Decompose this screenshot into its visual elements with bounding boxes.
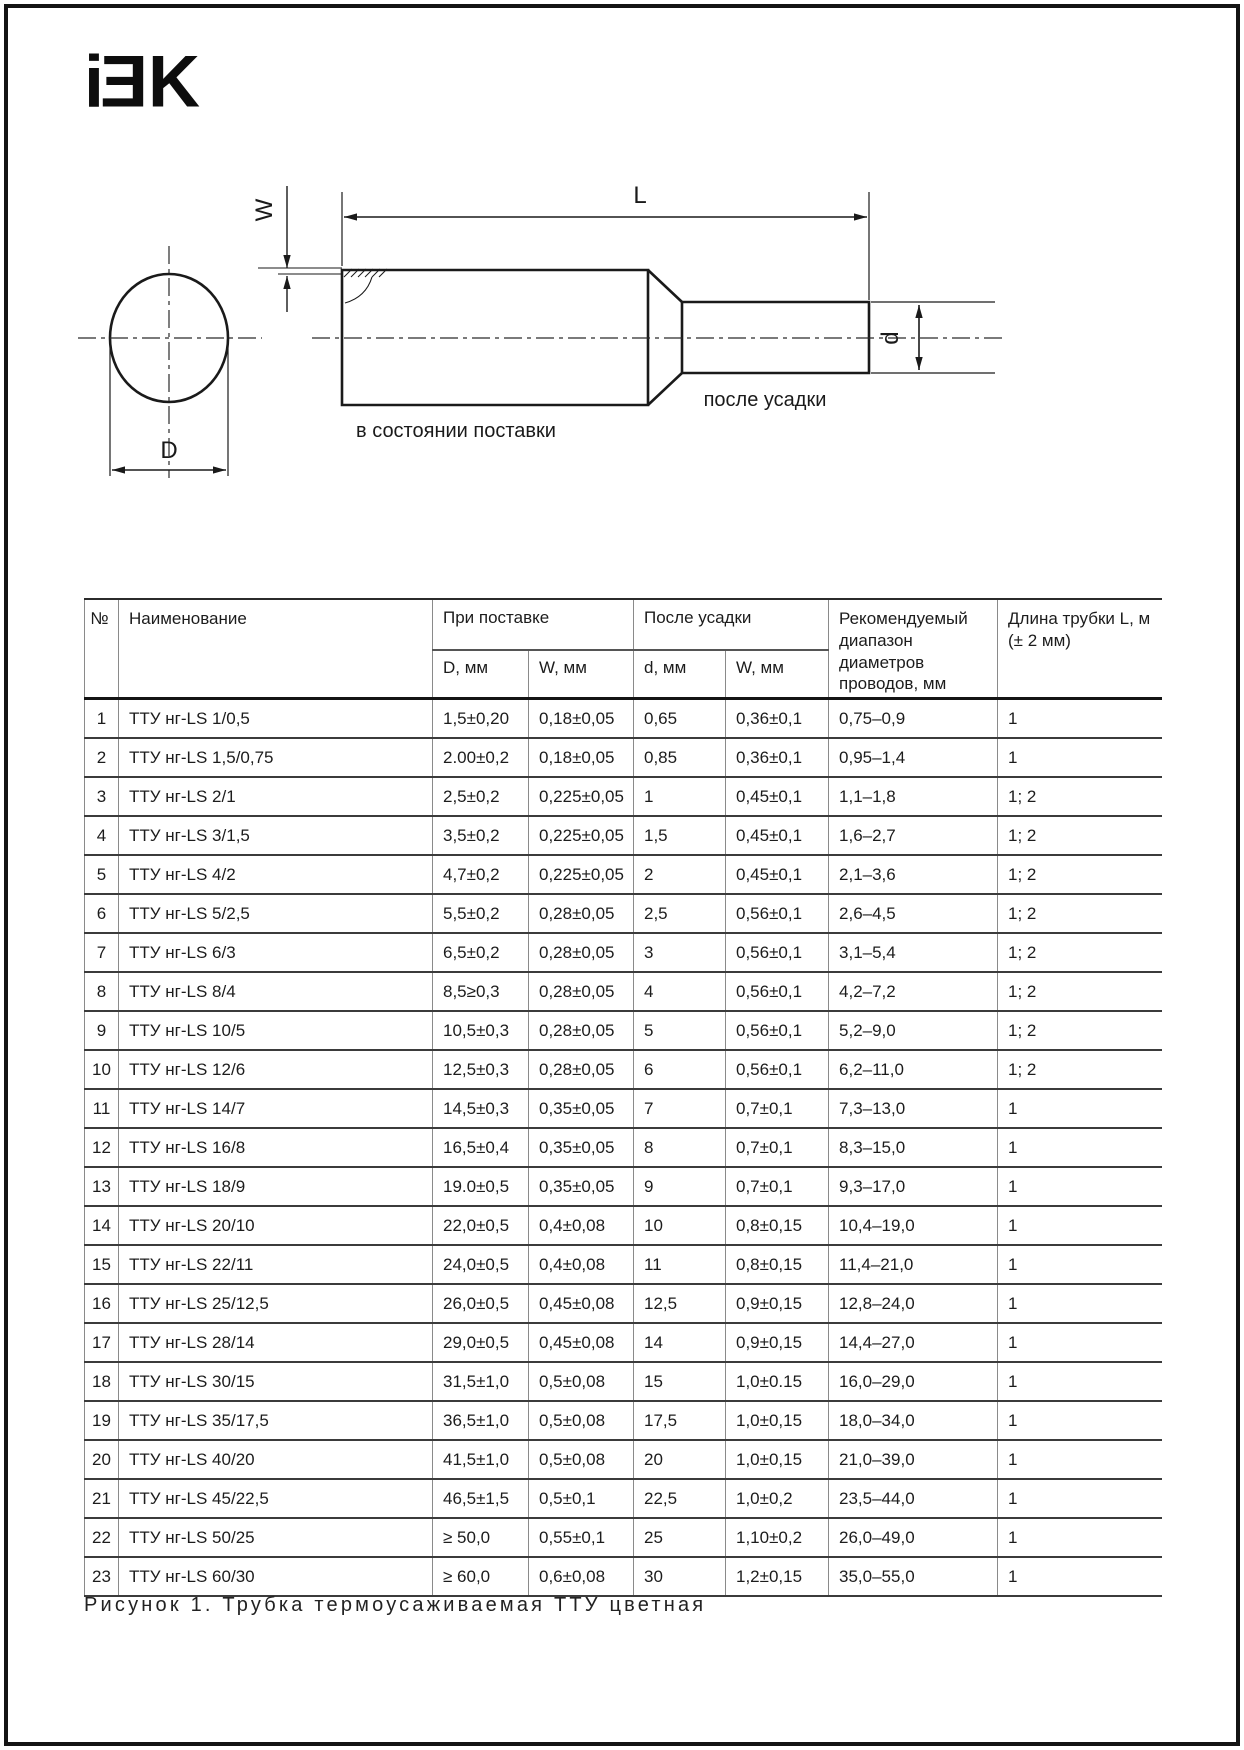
table-cell: 31,5±1,0 xyxy=(433,1362,529,1401)
table-cell: 8 xyxy=(85,972,119,1011)
table-cell: 3,5±0,2 xyxy=(433,816,529,855)
table-cell: 0,95–1,4 xyxy=(829,738,998,777)
table-cell: 8,3–15,0 xyxy=(829,1128,998,1167)
table-cell: ТТУ нг-LS 45/22,5 xyxy=(119,1479,433,1518)
table-cell: 24,0±0,5 xyxy=(433,1245,529,1284)
table-cell: 16 xyxy=(85,1284,119,1323)
dimension-label-L: L xyxy=(633,182,647,209)
table-cell: 2,1–3,6 xyxy=(829,855,998,894)
table-cell: 29,0±0,5 xyxy=(433,1323,529,1362)
table-cell: 0,7±0,1 xyxy=(726,1128,829,1167)
table-cell: 2,5±0,2 xyxy=(433,777,529,816)
table-cell: 8,5≥0,3 xyxy=(433,972,529,1011)
table-cell: 1 xyxy=(998,1284,1162,1323)
table-cell: 1 xyxy=(998,1167,1162,1206)
table-cell: 4,7±0,2 xyxy=(433,855,529,894)
table-cell: ТТУ нг-LS 6/3 xyxy=(119,933,433,972)
table-cell: 7,3–13,0 xyxy=(829,1089,998,1128)
table-cell: 22,5 xyxy=(634,1479,726,1518)
table-cell: 1; 2 xyxy=(998,1011,1162,1050)
table-cell: 1 xyxy=(998,738,1162,777)
table-cell: 0,225±0,05 xyxy=(529,855,634,894)
table-cell: 26,0±0,5 xyxy=(433,1284,529,1323)
table-cell: 0,85 xyxy=(634,738,726,777)
table-cell: 1,5 xyxy=(634,816,726,855)
table-cell: 1 xyxy=(998,699,1162,739)
table-row xyxy=(85,1518,1162,1557)
table-row xyxy=(85,1089,1162,1128)
table-cell: 1,5±0,20 xyxy=(433,699,529,739)
table-cell: 2.00±0,2 xyxy=(433,738,529,777)
table-cell: 7 xyxy=(634,1089,726,1128)
table-cell: 0,45±0,08 xyxy=(529,1284,634,1323)
table-cell: 0,28±0,05 xyxy=(529,933,634,972)
header-name: Наименование xyxy=(119,599,433,699)
table-cell: 10 xyxy=(85,1050,119,1089)
table-cell: 10 xyxy=(634,1206,726,1245)
table-row xyxy=(85,1440,1162,1479)
dimension-label-W: W xyxy=(251,198,278,222)
table-cell: 15 xyxy=(634,1362,726,1401)
table-cell: 0,8±0,15 xyxy=(726,1245,829,1284)
table-cell: 1,0±0,2 xyxy=(726,1479,829,1518)
table-row xyxy=(85,738,1162,777)
table-row xyxy=(85,1479,1162,1518)
table-cell: 21 xyxy=(85,1479,119,1518)
table-row xyxy=(85,777,1162,816)
table-cell: 0,65 xyxy=(634,699,726,739)
table-cell: ТТУ нг-LS 1/0,5 xyxy=(119,699,433,739)
table-cell: 0,9±0,15 xyxy=(726,1323,829,1362)
table-cell: 9 xyxy=(634,1167,726,1206)
table-row xyxy=(85,1362,1162,1401)
table-cell: 3 xyxy=(634,933,726,972)
table-cell: 6,5±0,2 xyxy=(433,933,529,972)
table-cell: 11 xyxy=(85,1089,119,1128)
table-cell: 4 xyxy=(634,972,726,1011)
table-row xyxy=(85,1245,1162,1284)
table-cell: ТТУ нг-LS 30/15 xyxy=(119,1362,433,1401)
table-row xyxy=(85,933,1162,972)
table-cell: 0,4±0,08 xyxy=(529,1206,634,1245)
table-cell: 0,35±0,05 xyxy=(529,1167,634,1206)
table-cell: 1; 2 xyxy=(998,777,1162,816)
table-cell: 9,3–17,0 xyxy=(829,1167,998,1206)
table-cell: 7 xyxy=(85,933,119,972)
table-cell: 0,28±0,05 xyxy=(529,972,634,1011)
table-header xyxy=(85,599,1162,699)
table-cell: 0,56±0,1 xyxy=(726,894,829,933)
header-D-supply: D, мм xyxy=(433,650,529,698)
table-cell: 0,75–0,9 xyxy=(829,699,998,739)
table-cell: 0,5±0,08 xyxy=(529,1440,634,1479)
table-cell: ТТУ нг-LS 18/9 xyxy=(119,1167,433,1206)
table-cell: 0,18±0,05 xyxy=(529,699,634,739)
table-cell: 1; 2 xyxy=(998,894,1162,933)
table-cell: 1 xyxy=(998,1089,1162,1128)
header-group-shrunk: После усадки xyxy=(634,599,829,650)
table-cell: 1,6–2,7 xyxy=(829,816,998,855)
wall-leader-curve xyxy=(345,277,372,303)
table-cell: 5 xyxy=(634,1011,726,1050)
tube-spec-table xyxy=(84,598,1162,1597)
table-cell: 17 xyxy=(85,1323,119,1362)
table-cell: 9 xyxy=(85,1011,119,1050)
table-cell: 5 xyxy=(85,855,119,894)
table-cell: 13 xyxy=(85,1167,119,1206)
table-cell: ТТУ нг-LS 8/4 xyxy=(119,972,433,1011)
table-cell: 0,9±0,15 xyxy=(726,1284,829,1323)
table-cell: ТТУ нг-LS 12/6 xyxy=(119,1050,433,1089)
table-cell: 1 xyxy=(998,1401,1162,1440)
table-cell: 0,8±0,15 xyxy=(726,1206,829,1245)
table-cell: 18 xyxy=(85,1362,119,1401)
table-cell: 20 xyxy=(634,1440,726,1479)
table-cell: 1 xyxy=(998,1245,1162,1284)
table-cell: ≥ 60,0 xyxy=(433,1557,529,1596)
table-row xyxy=(85,1284,1162,1323)
table-cell: 4 xyxy=(85,816,119,855)
table-cell: 0,5±0,1 xyxy=(529,1479,634,1518)
table-cell: 0,36±0,1 xyxy=(726,699,829,739)
logo-letter-k: K xyxy=(148,41,199,123)
table-cell: ТТУ нг-LS 50/25 xyxy=(119,1518,433,1557)
table-cell: 22,0±0,5 xyxy=(433,1206,529,1245)
table-cell: ТТУ нг-LS 28/14 xyxy=(119,1323,433,1362)
table-cell: 0,18±0,05 xyxy=(529,738,634,777)
table-cell: 1 xyxy=(998,1323,1162,1362)
table-cell: 12 xyxy=(85,1128,119,1167)
table-cell: 0,5±0,08 xyxy=(529,1401,634,1440)
table-cell: ≥ 50,0 xyxy=(433,1518,529,1557)
logo-letter-i: i xyxy=(84,41,103,123)
table-cell: 1 xyxy=(634,777,726,816)
table-cell: 0,45±0,1 xyxy=(726,816,829,855)
table-cell: 1; 2 xyxy=(998,816,1162,855)
table-cell: 10,5±0,3 xyxy=(433,1011,529,1050)
table-cell: 1 xyxy=(998,1206,1162,1245)
table-cell: 22 xyxy=(85,1518,119,1557)
table-cell: ТТУ нг-LS 16/8 xyxy=(119,1128,433,1167)
table-cell: 46,5±1,5 xyxy=(433,1479,529,1518)
table-row xyxy=(85,972,1162,1011)
table-cell: ТТУ нг-LS 60/30 xyxy=(119,1557,433,1596)
table-cell: 14 xyxy=(85,1206,119,1245)
table-cell: 15 xyxy=(85,1245,119,1284)
table-cell: 0,35±0,05 xyxy=(529,1128,634,1167)
table-cell: 0,56±0,1 xyxy=(726,1050,829,1089)
dimension-label-small-d: d xyxy=(877,331,904,345)
table-row xyxy=(85,1167,1162,1206)
table-cell: 0,225±0,05 xyxy=(529,816,634,855)
table-cell: ТТУ нг-LS 35/17,5 xyxy=(119,1401,433,1440)
table-cell: 1 xyxy=(998,1362,1162,1401)
header-num: № xyxy=(85,599,119,699)
table-cell: 0,56±0,1 xyxy=(726,933,829,972)
table-cell: ТТУ нг-LS 1,5/0,75 xyxy=(119,738,433,777)
header-W-shrunk: W, мм xyxy=(726,650,829,698)
table-cell: 1 xyxy=(998,1557,1162,1596)
table-cell: 16,5±0,4 xyxy=(433,1128,529,1167)
table-body xyxy=(85,699,1162,1597)
table-cell: 1,0±0,15 xyxy=(726,1401,829,1440)
table-cell: 12,5±0,3 xyxy=(433,1050,529,1089)
table-cell: 11,4–21,0 xyxy=(829,1245,998,1284)
table-cell: 2 xyxy=(85,738,119,777)
table-cell: 12,5 xyxy=(634,1284,726,1323)
table-cell: 21,0–39,0 xyxy=(829,1440,998,1479)
table-cell: 1,10±0,2 xyxy=(726,1518,829,1557)
table-cell: 0,45±0,08 xyxy=(529,1323,634,1362)
dimension-label-D: D xyxy=(160,437,178,464)
table-cell: 4,2–7,2 xyxy=(829,972,998,1011)
table-cell: 41,5±1,0 xyxy=(433,1440,529,1479)
table-cell: 0,56±0,1 xyxy=(726,972,829,1011)
table-cell: 6,2–11,0 xyxy=(829,1050,998,1089)
table-cell: 0,4±0,08 xyxy=(529,1245,634,1284)
tube-technical-drawing xyxy=(0,0,1244,560)
logo-letter-e-mirrored: E xyxy=(102,41,149,123)
table-cell: 0,45±0,1 xyxy=(726,855,829,894)
table-cell: 5,5±0,2 xyxy=(433,894,529,933)
header-tube-length: Длина трубки L, м (± 2 мм) xyxy=(998,599,1162,699)
table-cell: 16,0–29,0 xyxy=(829,1362,998,1401)
table-row xyxy=(85,894,1162,933)
table-cell: 8 xyxy=(634,1128,726,1167)
header-W-supply: W, мм xyxy=(529,650,634,698)
table-cell: 2,5 xyxy=(634,894,726,933)
table-cell: 2,6–4,5 xyxy=(829,894,998,933)
table-cell: 1; 2 xyxy=(998,972,1162,1011)
caption-after-shrink: после усадки xyxy=(703,389,827,411)
table-cell: 0,45±0,1 xyxy=(726,777,829,816)
table-row xyxy=(85,1128,1162,1167)
table-cell: 1 xyxy=(85,699,119,739)
table-cell: ТТУ нг-LS 14/7 xyxy=(119,1089,433,1128)
table-cell: 0,5±0,08 xyxy=(529,1362,634,1401)
table-cell: ТТУ нг-LS 4/2 xyxy=(119,855,433,894)
table-row xyxy=(85,699,1162,739)
table-cell: 14 xyxy=(634,1323,726,1362)
table-cell: ТТУ нг-LS 40/20 xyxy=(119,1440,433,1479)
table-cell: 2 xyxy=(634,855,726,894)
table-cell: 1,2±0,15 xyxy=(726,1557,829,1596)
table-cell: 23,5–44,0 xyxy=(829,1479,998,1518)
table-cell: 14,5±0,3 xyxy=(433,1089,529,1128)
table-cell: 1,0±0.15 xyxy=(726,1362,829,1401)
table-row xyxy=(85,1050,1162,1089)
table-cell: 0,55±0,1 xyxy=(529,1518,634,1557)
figure-caption: Рисунок 1. Трубка термоусаживаемая ТТУ цветная xyxy=(84,1594,707,1616)
table-cell: 20 xyxy=(85,1440,119,1479)
table-cell: 0,36±0,1 xyxy=(726,738,829,777)
table-cell: 25 xyxy=(634,1518,726,1557)
table-cell: 35,0–55,0 xyxy=(829,1557,998,1596)
table-cell: 1 xyxy=(998,1479,1162,1518)
table-row xyxy=(85,1557,1162,1596)
table-cell: 0,28±0,05 xyxy=(529,894,634,933)
table-cell: 5,2–9,0 xyxy=(829,1011,998,1050)
table-cell: 14,4–27,0 xyxy=(829,1323,998,1362)
table-cell: ТТУ нг-LS 20/10 xyxy=(119,1206,433,1245)
table-row xyxy=(85,816,1162,855)
table-row xyxy=(85,1323,1162,1362)
table-cell: 1 xyxy=(998,1518,1162,1557)
table-cell: 0,56±0,1 xyxy=(726,1011,829,1050)
caption-supplied-state: в состоянии поставки xyxy=(356,420,556,442)
table-cell: 1,1–1,8 xyxy=(829,777,998,816)
table-cell: 36,5±1,0 xyxy=(433,1401,529,1440)
table-cell: 11 xyxy=(634,1245,726,1284)
table-cell: ТТУ нг-LS 22/11 xyxy=(119,1245,433,1284)
table-cell: ТТУ нг-LS 5/2,5 xyxy=(119,894,433,933)
table-cell: 1,0±0,15 xyxy=(726,1440,829,1479)
table-cell: 3,1–5,4 xyxy=(829,933,998,972)
table-cell: 0,6±0,08 xyxy=(529,1557,634,1596)
table-cell: 26,0–49,0 xyxy=(829,1518,998,1557)
header-wire-range: Рекомендуемый диапазон диаметров проводов, мм xyxy=(829,599,998,699)
table-cell: 23 xyxy=(85,1557,119,1596)
table-cell: 19.0±0,5 xyxy=(433,1167,529,1206)
table-cell: 0,225±0,05 xyxy=(529,777,634,816)
table-cell: 1 xyxy=(998,1128,1162,1167)
table-row xyxy=(85,1401,1162,1440)
table-cell: ТТУ нг-LS 2/1 xyxy=(119,777,433,816)
header-group-supply: При поставке xyxy=(433,599,634,650)
table-cell: 18,0–34,0 xyxy=(829,1401,998,1440)
table-cell: ТТУ нг-LS 3/1,5 xyxy=(119,816,433,855)
table-cell: 19 xyxy=(85,1401,119,1440)
table-cell: 17,5 xyxy=(634,1401,726,1440)
table-cell: 1 xyxy=(998,1440,1162,1479)
table-cell: 12,8–24,0 xyxy=(829,1284,998,1323)
table-row xyxy=(85,1011,1162,1050)
table-cell: 6 xyxy=(634,1050,726,1089)
table-cell: 10,4–19,0 xyxy=(829,1206,998,1245)
table-row xyxy=(85,855,1162,894)
table-cell: ТТУ нг-LS 10/5 xyxy=(119,1011,433,1050)
table-cell: ТТУ нг-LS 25/12,5 xyxy=(119,1284,433,1323)
table-cell: 0,28±0,05 xyxy=(529,1050,634,1089)
table-cell: 0,35±0,05 xyxy=(529,1089,634,1128)
table-cell: 0,7±0,1 xyxy=(726,1167,829,1206)
table-cell: 1; 2 xyxy=(998,855,1162,894)
table-cell: 1; 2 xyxy=(998,1050,1162,1089)
table-row xyxy=(85,1206,1162,1245)
table-cell: 6 xyxy=(85,894,119,933)
table-cell: 1; 2 xyxy=(998,933,1162,972)
table-cell: 0,28±0,05 xyxy=(529,1011,634,1050)
table-cell: 30 xyxy=(634,1557,726,1596)
table-cell: 0,7±0,1 xyxy=(726,1089,829,1128)
header-d-shrunk: d, мм xyxy=(634,650,726,698)
table-cell: 3 xyxy=(85,777,119,816)
